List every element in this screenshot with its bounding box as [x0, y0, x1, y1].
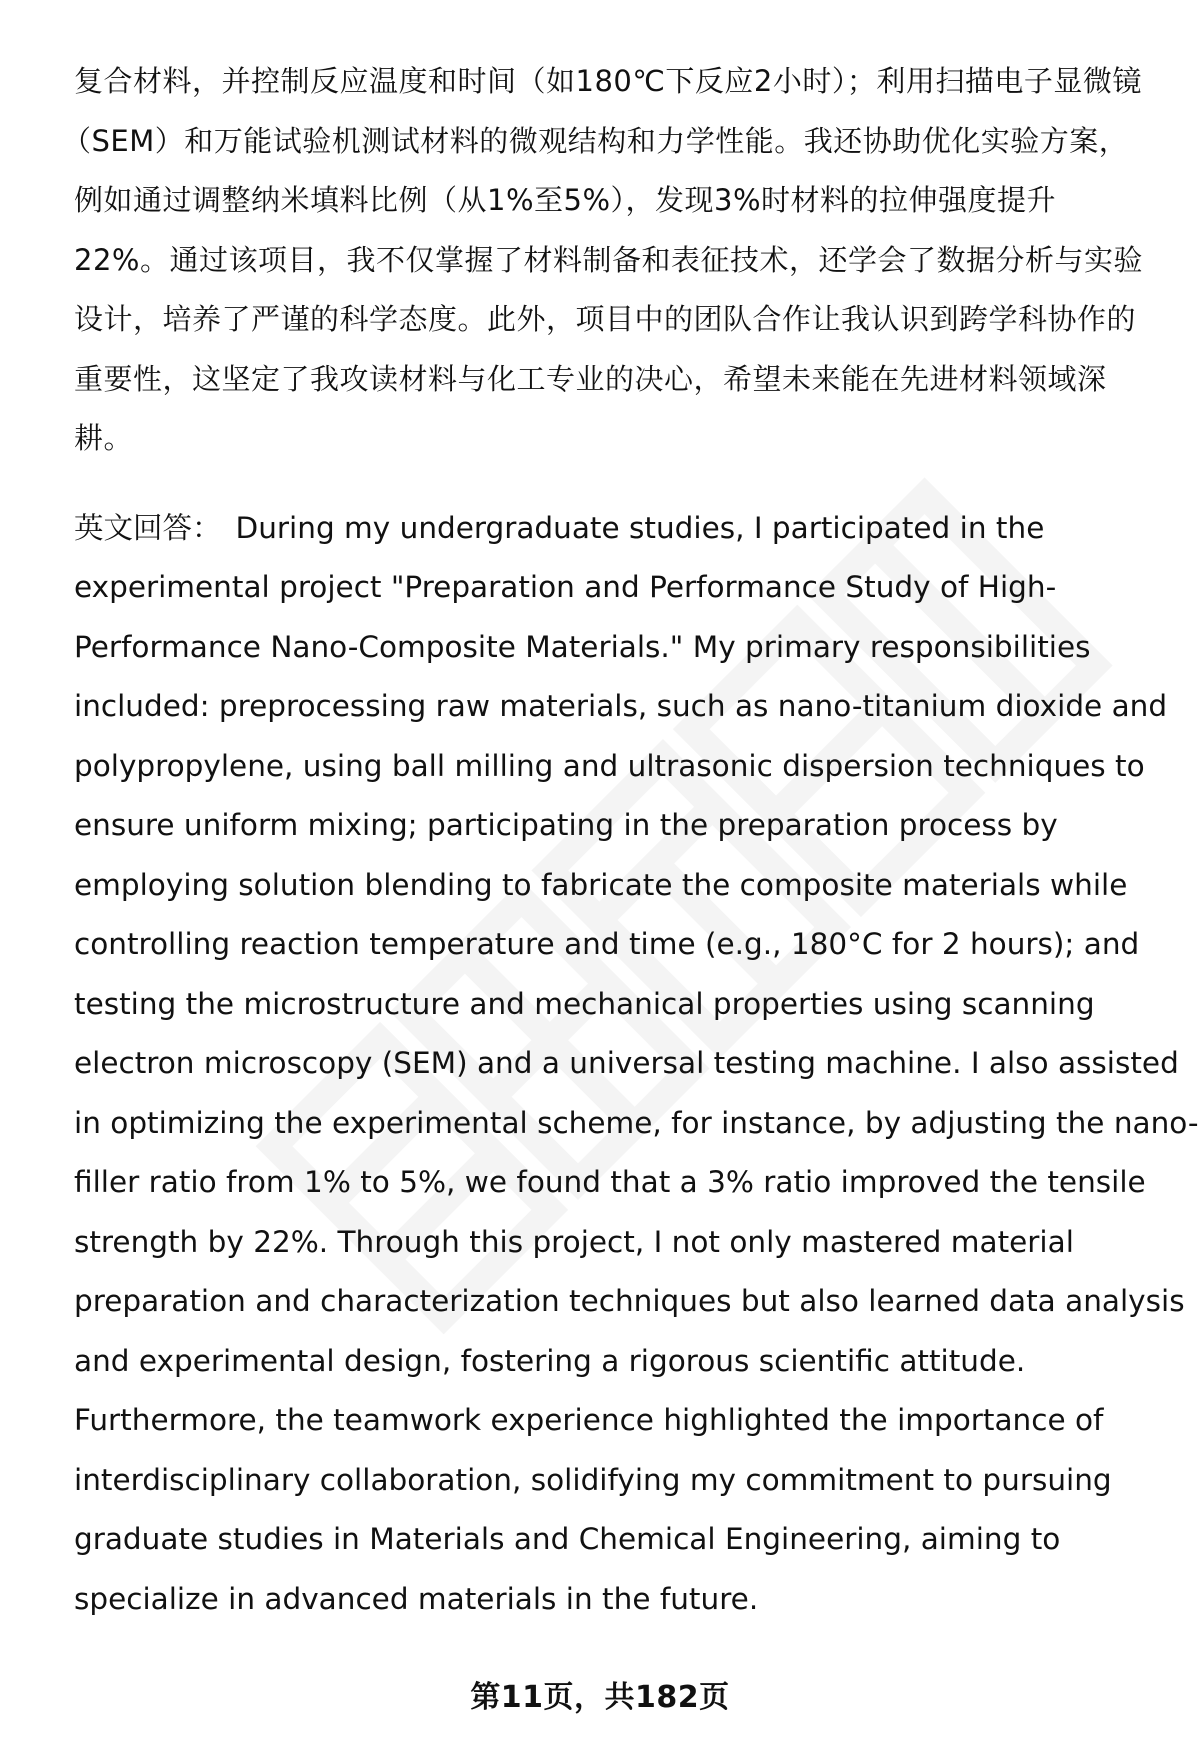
- text-line: polypropylene, using ball milling and ultrasonic dispersion techniques to: [74, 748, 1145, 783]
- text-line: and experimental design, fostering a rigorous scientific attitude.: [74, 1343, 1026, 1378]
- text-line: ensure uniform mixing; participating in the preparation process by: [74, 808, 1058, 842]
- text-line: Performance Nano-Composite Materials." My primary responsibilities: [74, 629, 1091, 664]
- english-answer-first-line: During my undergraduate studies, I participated in the: [235, 510, 1045, 545]
- english-answer: [74, 499, 1199, 1630]
- text-line: 例如通过调整纳米填料比例（从1%至5%），发现3%时材料的拉伸强度提升: [74, 183, 1057, 217]
- text-line: filler ratio from 1% to 5%, we found that a 3% ratio improved the tensile: [74, 1165, 1146, 1199]
- text-line: 耕。: [74, 421, 134, 455]
- text-line: included: preprocessing raw materials, such as nano-titanium dioxide and: [74, 689, 1168, 723]
- text-line: specialize in advanced materials in the future.: [74, 1581, 759, 1616]
- text-line: preparation and characterization techniques but also learned data analysis: [74, 1284, 1185, 1318]
- text-line: 设计，培养了严谨的科学态度。此外，项目中的团队合作让我认识到跨学科协作的: [74, 302, 1137, 336]
- text-line: in optimizing the experimental scheme, for instance, by adjusting the nano-: [74, 1105, 1199, 1140]
- text-line: testing the microstructure and mechanical properties using scanning: [74, 986, 1095, 1021]
- text-line: electron microscopy (SEM) and a universal testing machine. I also assisted: [74, 1046, 1179, 1080]
- text-line: experimental project "Preparation and Performance Study of High-: [74, 570, 1057, 604]
- text-line: interdisciplinary collaboration, solidifying my commitment to pursuing: [74, 1462, 1112, 1497]
- text-line: [74, 499, 1154, 559]
- english-answer-label: 英文回答：: [74, 510, 222, 545]
- chinese-answer-continuation: [62, 52, 1154, 469]
- text-line: 22%。通过该项目，我不仅掌握了材料制备和表征技术，还学会了数据分析与实验: [74, 242, 1143, 277]
- text-line: employing solution blending to fabricate the composite materials while: [74, 867, 1128, 902]
- document-body: [62, 52, 1199, 1629]
- text-line: graduate studies in Materials and Chemical Engineering, aiming to: [74, 1522, 1061, 1556]
- text-line: 重要性，这坚定了我攻读材料与化工专业的决心，希望未来能在先进材料领域深: [74, 361, 1107, 396]
- text-line: （SEM）和万能试验机测试材料的微观结构和力学性能。我还协助优化实验方案，: [62, 123, 1129, 158]
- page-number-footer: 第11页，共182页: [470, 1680, 730, 1715]
- text-line: strength by 22%. Through this project, I not only mastered material: [74, 1224, 1074, 1259]
- text-line: Furthermore, the teamwork experience highlighted the importance of: [74, 1403, 1104, 1437]
- text-line: controlling reaction temperature and time (e.g., 180°C for 2 hours); and: [74, 927, 1140, 961]
- text-line: 复合材料，并控制反应温度和时间（如180℃下反应2小时）；利用扫描电子显微镜: [74, 64, 1142, 98]
